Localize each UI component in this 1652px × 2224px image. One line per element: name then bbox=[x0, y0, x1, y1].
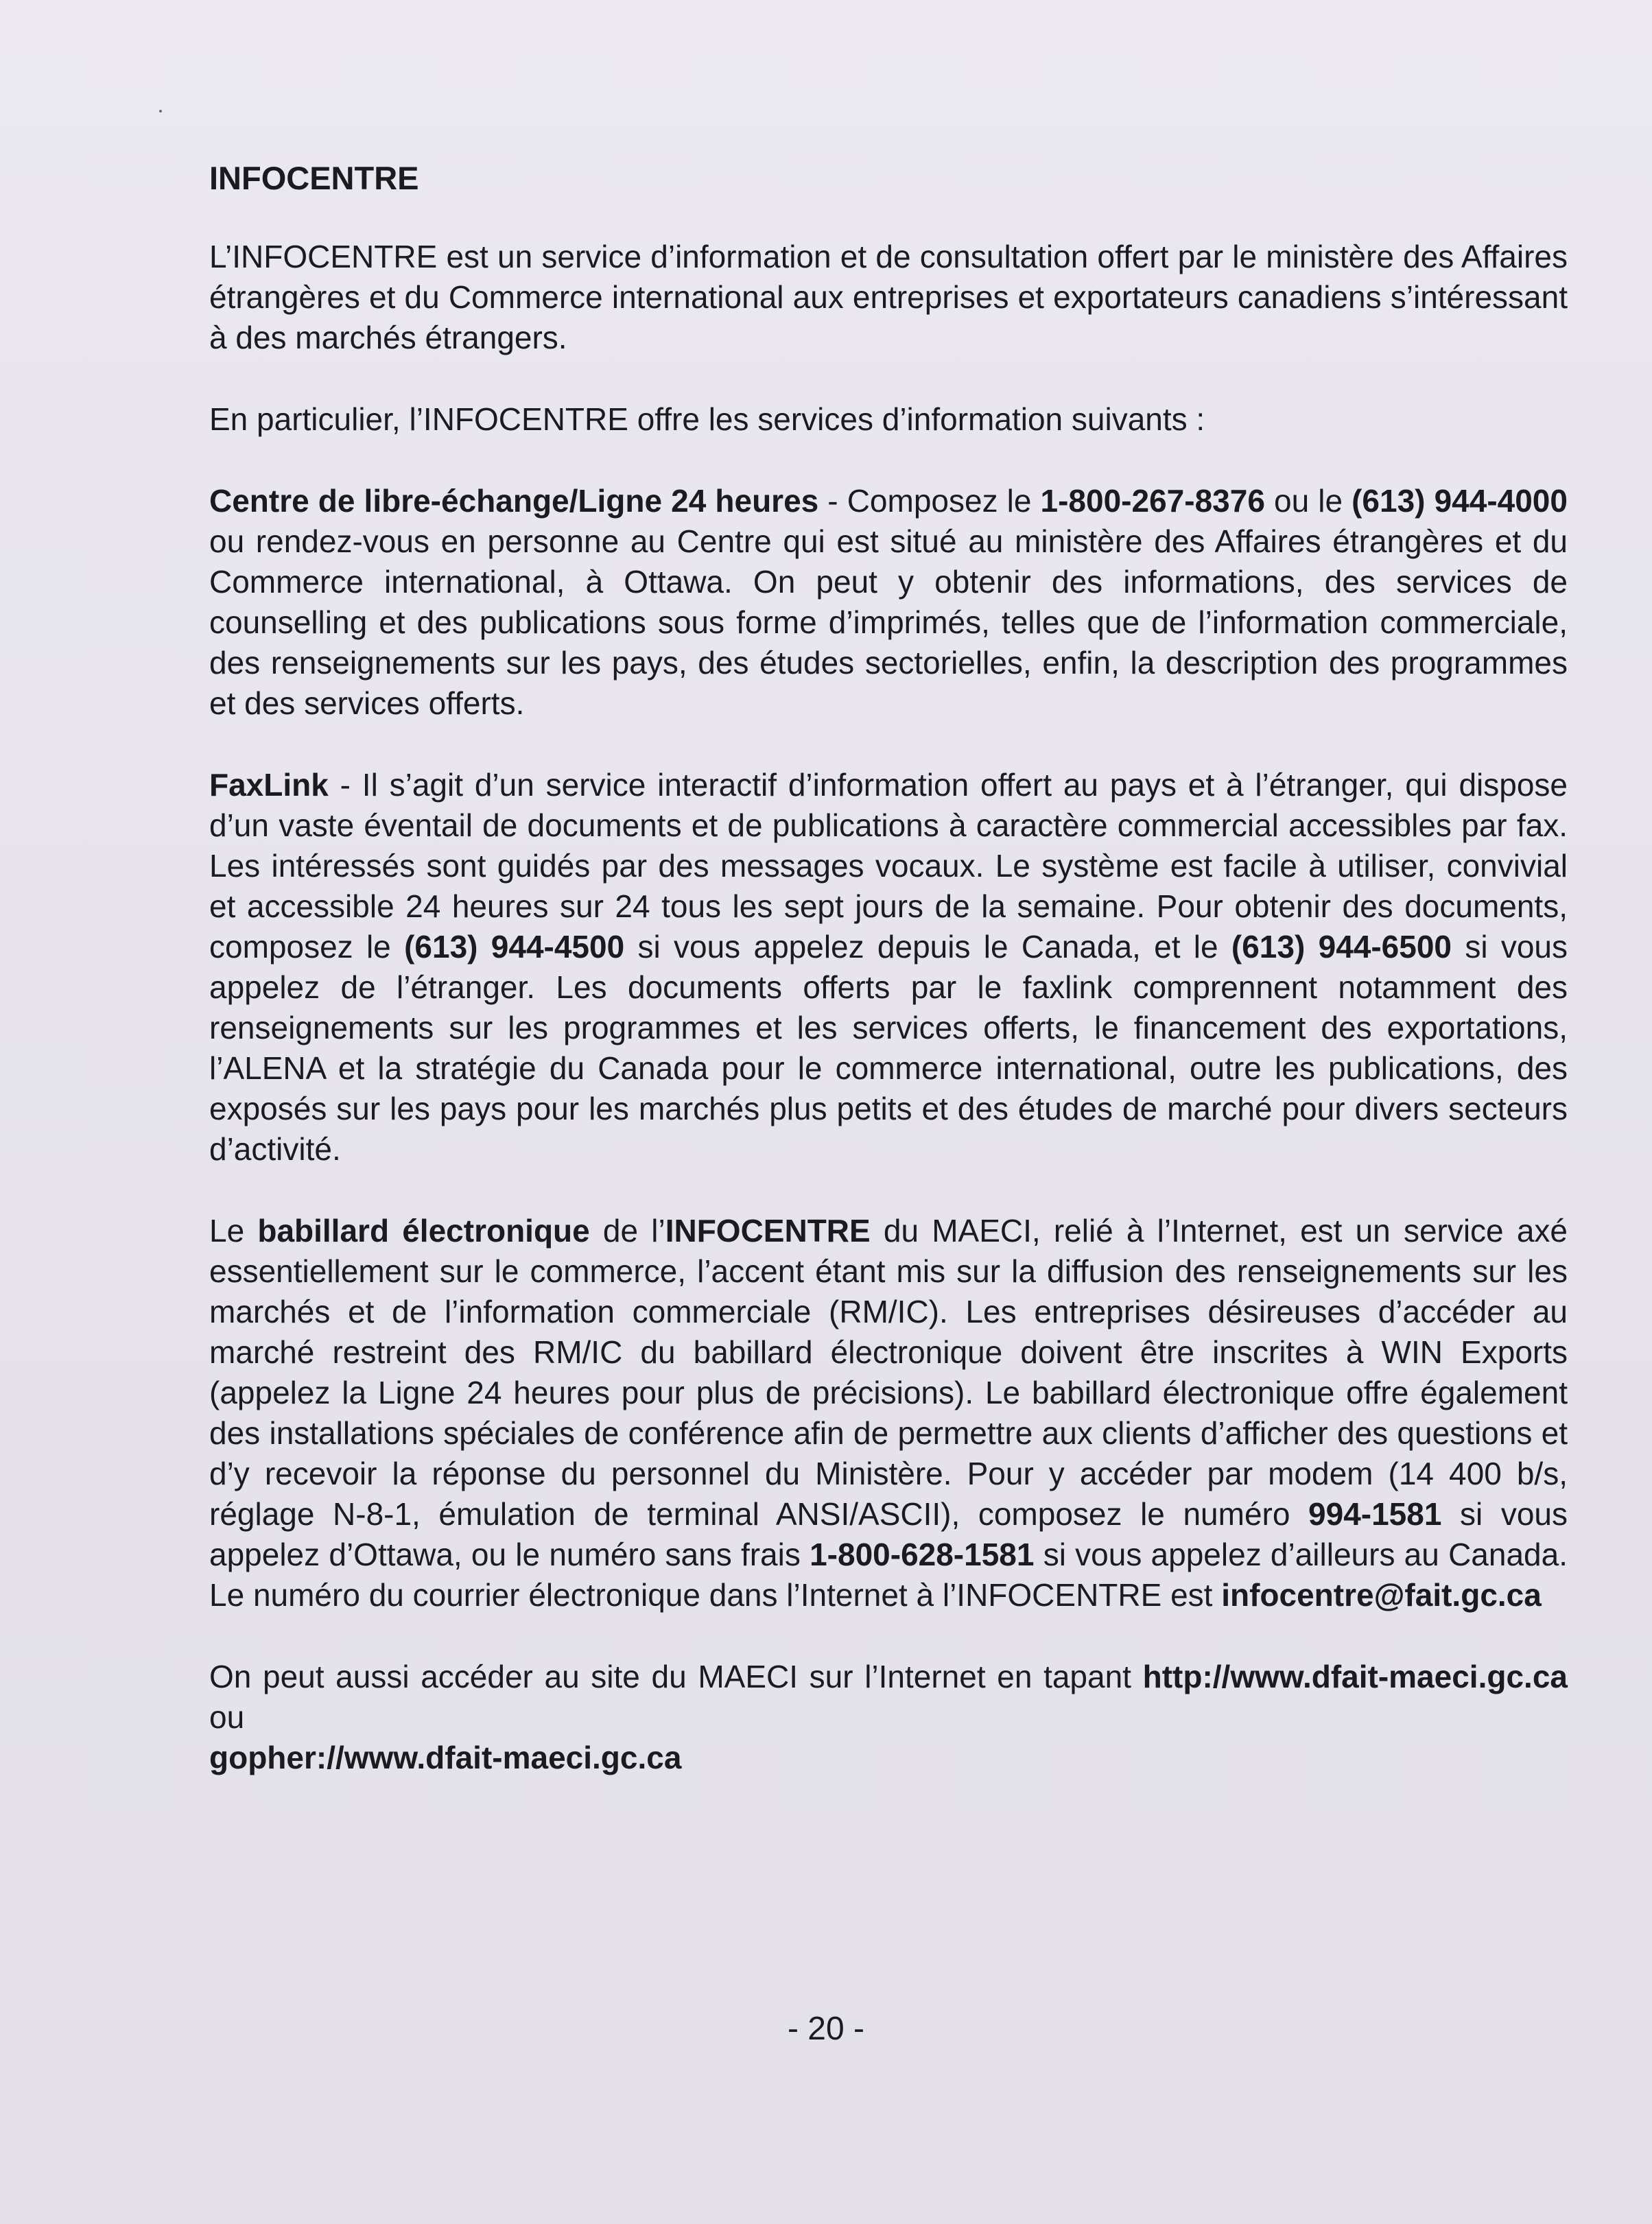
libre-echange-text-1: - Composez le bbox=[818, 483, 1041, 519]
faxlink-paragraph bbox=[209, 765, 1568, 1170]
babillard-text-1: de l’ bbox=[589, 1213, 665, 1249]
intro-paragraph: L’INFOCENTRE est un service d’information et de consultation offert par le ministère des Affaires étrangères et du Commerce international aux entreprises et exportateurs canadiens s’intéressant à des marchés étrangers. bbox=[209, 239, 1568, 355]
libre-echange-text-2: ou le bbox=[1264, 483, 1352, 519]
faxlink-area-code-2: (613) bbox=[1231, 929, 1306, 965]
libre-echange-paragraph bbox=[209, 481, 1568, 724]
website-paragraph bbox=[209, 1657, 1568, 1778]
babillard-infocentre: INFOCENTRE bbox=[665, 1213, 871, 1249]
babillard-text-0: Le bbox=[209, 1213, 258, 1249]
faxlink-space-2 bbox=[1305, 929, 1318, 965]
babillard-text-2: du MAECI, relié à l’Internet, est un service axé essentiellement sur le commerce, l’accent étant mis sur la diffusion des renseignements sur les marchés et de l’information commerciale (RM/IC). Les entreprises désireuses d’accéder au marché restreint des RM/IC du babillard électronique doivent être inscrites à WIN Exports (appelez la Ligne 24 heures pour plus de précisions). Le babillard électronique offre également des installations spéciales de conférence afin de permettre aux clients d’afficher des questions et d’y recevoir la réponse du personnel du Ministère. Pour y accéder par modem (14 400 b/s, réglage N-8-1, émulation de terminal ANSI/ASCII), composez le numéro bbox=[209, 1213, 1568, 1532]
babillard-title: babillard électronique bbox=[257, 1213, 590, 1249]
libre-echange-text-3: ou rendez-vous en personne au Centre qui est situé au ministère des Affaires étrangères et du Commerce international, à Ottawa. On peut y obtenir des informations, des services de counselling et des publications sous forme d’imprimés, telles que de l’information commerciale, des renseignements sur les pays, des études sectorielles, enfin, la description des programmes et des services offerts. bbox=[209, 523, 1568, 721]
services-intro-paragraph: En particulier, l’INFOCENTRE offre les services d’information suivants : bbox=[209, 401, 1205, 437]
section-heading: INFOCENTRE bbox=[209, 160, 419, 196]
faxlink-area-code-1: (613) bbox=[404, 929, 478, 965]
libre-echange-phone-2: (613) 944-4000 bbox=[1352, 483, 1568, 519]
website-text-2: ou bbox=[209, 1699, 245, 1735]
faxlink-text-2: si vous appelez depuis le Canada, et le bbox=[624, 929, 1231, 965]
faxlink-title: FaxLink bbox=[209, 767, 329, 803]
faxlink-phone-2: 944-6500 bbox=[1318, 929, 1452, 965]
libre-echange-phone-1: 1-800-267-8376 bbox=[1040, 483, 1265, 519]
babillard-email: infocentre@fait.gc.ca bbox=[1221, 1577, 1542, 1613]
babillard-text-4: si vous appelez d’ailleurs au Canada. Le numéro du courrier électronique dans l’Internet à l’INFOCENTRE est bbox=[209, 1537, 1568, 1613]
faxlink-phone-1: 944-4500 bbox=[491, 929, 625, 965]
website-text-1: On peut aussi accéder au site du MAECI sur l’Internet en tapant bbox=[209, 1659, 1143, 1694]
babillard-paragraph bbox=[209, 1211, 1568, 1616]
libre-echange-title: Centre de libre-échange/Ligne 24 heures bbox=[209, 483, 819, 519]
babillard-phone-2: 1-800-628-1581 bbox=[810, 1537, 1035, 1572]
scan-speck bbox=[159, 110, 162, 113]
faxlink-text-1: - Il s’agit d’un service interactif d’information offert au pays et à l’étranger, qui dispose d’un vaste éventail de documents et de publications à caractère commercial accessibles par fax. Les intéressés sont guidés par des messages vocaux. Le système est facile à utiliser, convivial et accessible 24 heures sur 24 tous les sept jours de la semaine. Pour obtenir des documents, composez le bbox=[209, 767, 1568, 965]
faxlink-text-3: si vous appelez de l’étranger. Les documents offerts par le faxlink comprennent notamment des renseignements sur les programmes et les services offerts, le financement des exportations, l’ALENA et la stratégie du Canada pour le commerce international, outre les publications, des exposés sur les pays pour les marchés plus petits et des études de marché pour divers secteurs d’activité. bbox=[209, 929, 1568, 1167]
babillard-phone-1: 994-1581 bbox=[1308, 1496, 1442, 1532]
website-url-http: http://www.dfait-maeci.gc.ca bbox=[1142, 1659, 1568, 1694]
faxlink-space-1 bbox=[477, 929, 491, 965]
babillard-text-3: si vous appelez d’Ottawa, ou le numéro sans frais bbox=[209, 1496, 1568, 1572]
document-body bbox=[209, 158, 1568, 1819]
page-number: - 20 - bbox=[787, 2011, 865, 2047]
website-url-gopher: gopher://www.dfait-maeci.gc.ca bbox=[209, 1740, 682, 1775]
